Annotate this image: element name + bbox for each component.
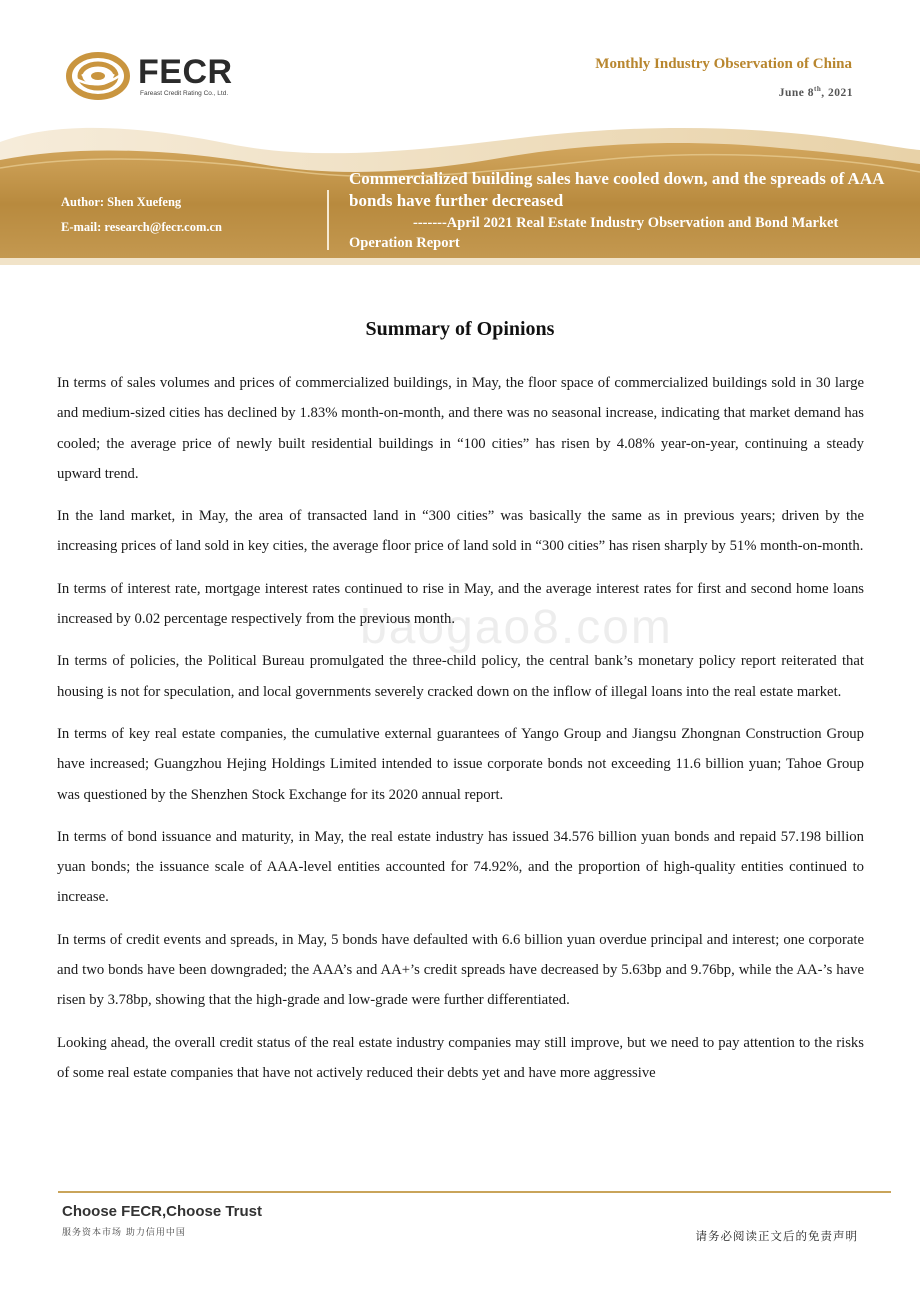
footer-slogan: Choose FECR,Choose Trust	[62, 1203, 263, 1220]
report-series: Monthly Industry Observation of China	[595, 56, 852, 72]
logo-subtitle: Fareast Credit Rating Co., Ltd.	[140, 90, 229, 97]
summary-paragraph: In terms of interest rate, mortgage interest rates continued to rise in May, and the average interest rates for first and second home loans increased by 0.02 percentage respectively from the previous month.	[57, 580, 864, 628]
author-email: E-mail: research@fecr.com.cn	[61, 220, 222, 234]
banner-divider	[327, 190, 329, 250]
fecr-logo	[66, 48, 256, 108]
summary-heading: Summary of Opinions	[365, 318, 555, 340]
footer-slogan-chinese: 服务资本市场 助力信用中国	[62, 1228, 186, 1238]
fecr-swirl-icon	[66, 48, 132, 104]
summary-body	[57, 368, 864, 1100]
report-date: June 8th, 2021	[778, 85, 853, 99]
author-name: Author: Shen Xuefeng	[61, 195, 182, 209]
summary-paragraph: In terms of sales volumes and prices of commercialized buildings, in May, the floor space of commercialized buildings sold in 30 large and medium-sized cities has declined by 1.83% month-on-month, and there was no seasonal increase, indicating that market demand has cooled; the average price of newly built residential buildings in “100 cities” has risen by 4.08% year-on-year, continuing a steady upward trend.	[57, 375, 864, 482]
watermark: baogao8.com	[360, 601, 673, 654]
summary-paragraph: In the land market, in May, the area of transacted land in “300 cities” was basically the same as in previous years; driven by the increasing prices of land sold in key cities, the average floor price of land sold in “300 cities” has risen sharply by 51% month-on-month.	[57, 508, 864, 555]
report-subtitle: -------April 2021 Real Estate Industry Observation and Bond Market Operation Report	[349, 215, 839, 251]
summary-paragraph: In terms of credit events and spreads, in May, 5 bonds have defaulted with 6.6 billion yuan overdue principal and interest; one corporate and two bonds have been downgraded; the AAA’s and AA+’s credit spreads have decreased by 5.63bp and 9.76bp, while the AA-’s have risen by 3.78bp, showing that the high-grade and low-grade were further differentiated.	[57, 931, 864, 1009]
summary-paragraph: In terms of policies, the Political Bureau promulgated the three-child policy, the central bank’s monetary policy report reiterated that housing is not for speculation, and local governments severely cracked down on the inflow of illegal loans into the real estate market.	[57, 653, 864, 700]
summary-paragraph: In terms of bond issuance and maturity, in May, the real estate industry has issued 34.576 billion yuan bonds and repaid 57.198 billion yuan bonds; the issuance scale of AAA-level entities accounted for 74.92%, and the proportion of high-quality entities continued to increase.	[57, 828, 864, 906]
footer-divider	[58, 1191, 891, 1193]
summary-paragraph: In terms of key real estate companies, the cumulative external guarantees of Yango Group and Jiangsu Zhongnan Construction Group have increased; Guangzhou Hejing Holdings Limited intended to issue corporate bonds not exceeding 11.6 billion yuan; Tahoe Group was questioned by the Shenzhen Stock Exchange for its 2020 annual report.	[57, 725, 864, 803]
report-title: Commercialized building sales have cooled down, and the spreads of AAA bonds have further decreased	[349, 169, 884, 210]
summary-paragraph: Looking ahead, the overall credit status of the real estate industry companies may still improve, but we need to pay attention to the risks of some real estate companies that have not actively reduced their debts yet and have more aggressive	[57, 1034, 864, 1081]
logo-wordmark: FECR	[138, 53, 233, 91]
footer-disclaimer: 请务必阅读正文后的免责声明	[695, 1229, 858, 1243]
